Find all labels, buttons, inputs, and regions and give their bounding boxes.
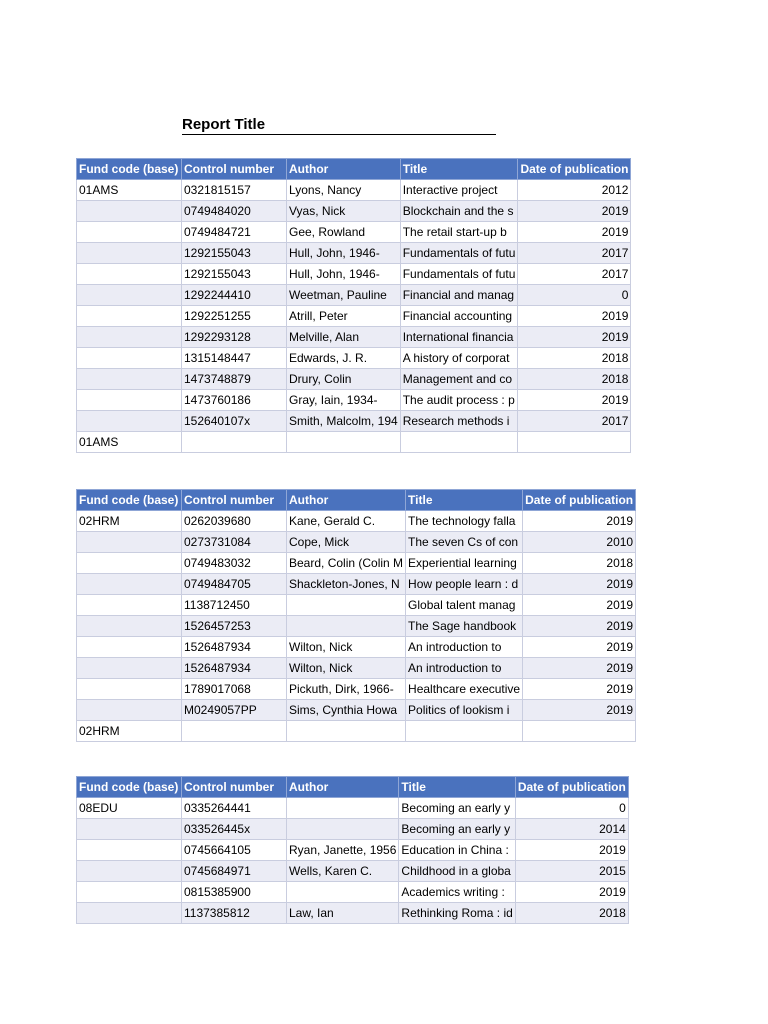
fund-code-cell [77, 840, 182, 861]
fund-code-cell [77, 222, 182, 243]
column-header-fund-code: Fund code (base) [77, 777, 182, 798]
author-cell: Melville, Alan [287, 327, 401, 348]
title-cell: Childhood in a globa [399, 861, 515, 882]
table-row [77, 511, 636, 532]
table-row [77, 201, 631, 222]
date-of-publication-cell: 0 [515, 798, 628, 819]
group-footer-cell [400, 432, 518, 453]
control-number-cell: 1292155043 [182, 264, 287, 285]
group-footer-cell [182, 721, 287, 742]
author-cell: Drury, Colin [287, 369, 401, 390]
group-footer-fund-code: 02HRM [77, 721, 182, 742]
date-of-publication-cell: 2019 [515, 882, 628, 903]
fund-code-cell [77, 903, 182, 924]
date-of-publication-cell: 2019 [518, 222, 631, 243]
column-header-control-number: Control number [182, 490, 287, 511]
title-cell: An introduction to [406, 658, 523, 679]
author-cell: Lyons, Nancy [287, 180, 401, 201]
title-cell: The retail start-up b [400, 222, 518, 243]
author-cell: Edwards, J. R. [287, 348, 401, 369]
date-of-publication-cell: 2019 [523, 595, 636, 616]
group-footer-cell [406, 721, 523, 742]
column-header-title: Title [406, 490, 523, 511]
control-number-cell: 0273731084 [182, 532, 287, 553]
table-row [77, 819, 629, 840]
title-cell: Financial and manag [400, 285, 518, 306]
fund-code-cell [77, 574, 182, 595]
header-row [77, 159, 631, 180]
fund-table-02hrm [76, 489, 636, 742]
fund-code-cell [77, 616, 182, 637]
date-of-publication-cell: 2019 [518, 327, 631, 348]
date-of-publication-cell: 2019 [523, 574, 636, 595]
fund-code-cell [77, 390, 182, 411]
date-of-publication-cell: 2018 [515, 903, 628, 924]
column-header-title: Title [399, 777, 515, 798]
author-cell: Shackleton-Jones, N [287, 574, 406, 595]
control-number-cell: 1526487934 [182, 637, 287, 658]
fund-code-cell [77, 637, 182, 658]
author-cell: Vyas, Nick [287, 201, 401, 222]
table-row [77, 903, 629, 924]
author-cell: Hull, John, 1946- [287, 264, 401, 285]
date-of-publication-cell: 2017 [518, 411, 631, 432]
title-cell: How people learn : d [406, 574, 523, 595]
column-header-control-number: Control number [182, 159, 287, 180]
title-cell: Blockchain and the s [400, 201, 518, 222]
column-header-author: Author [287, 159, 401, 180]
control-number-cell: 1315148447 [182, 348, 287, 369]
title-cell: Rethinking Roma : id [399, 903, 515, 924]
date-of-publication-cell: 2018 [518, 348, 631, 369]
table-row [77, 637, 636, 658]
fund-code-cell [77, 201, 182, 222]
date-of-publication-cell: 2019 [523, 616, 636, 637]
fund-code-cell [77, 658, 182, 679]
table-row [77, 264, 631, 285]
control-number-cell: M0249057PP [182, 700, 287, 721]
date-of-publication-cell: 2019 [518, 201, 631, 222]
fund-code-cell [77, 819, 182, 840]
table-row [77, 243, 631, 264]
control-number-cell: 0321815157 [182, 180, 287, 201]
title-cell: Fundamentals of futu [400, 243, 518, 264]
fund-code-cell [77, 306, 182, 327]
date-of-publication-cell: 2019 [523, 637, 636, 658]
author-cell [287, 819, 399, 840]
control-number-cell: 152640107x [182, 411, 287, 432]
table-row [77, 306, 631, 327]
column-header-fund-code: Fund code (base) [77, 159, 182, 180]
author-cell: Wilton, Nick [287, 637, 406, 658]
title-cell: The seven Cs of con [406, 532, 523, 553]
fund-code-cell [77, 285, 182, 306]
table-row [77, 348, 631, 369]
author-cell [287, 616, 406, 637]
title-cell: The technology falla [406, 511, 523, 532]
control-number-cell: 1137385812 [182, 903, 287, 924]
author-cell: Pickuth, Dirk, 1966- [287, 679, 406, 700]
title-cell: Experiential learning [406, 553, 523, 574]
author-cell: Beard, Colin (Colin M [287, 553, 406, 574]
fund-code-cell [77, 369, 182, 390]
fund-code-cell [77, 882, 182, 903]
control-number-cell: 1526487934 [182, 658, 287, 679]
author-cell: Hull, John, 1946- [287, 243, 401, 264]
title-cell: Politics of lookism i [406, 700, 523, 721]
date-of-publication-cell: 2012 [518, 180, 631, 201]
fund-code-cell [77, 861, 182, 882]
title-cell: International financia [400, 327, 518, 348]
date-of-publication-cell: 2019 [515, 840, 628, 861]
fund-table-08edu [76, 776, 629, 924]
author-cell: Ryan, Janette, 1956 [287, 840, 399, 861]
column-header-date-of-publication: Date of publication [518, 159, 631, 180]
group-footer-row [77, 721, 636, 742]
date-of-publication-cell: 2015 [515, 861, 628, 882]
author-cell: Weetman, Pauline [287, 285, 401, 306]
date-of-publication-cell: 2014 [515, 819, 628, 840]
title-cell: Healthcare executive [406, 679, 523, 700]
title-cell: Global talent manag [406, 595, 523, 616]
control-number-cell: 033526445x [182, 819, 287, 840]
fund-code-cell: 02HRM [77, 511, 182, 532]
header-row [77, 777, 629, 798]
date-of-publication-cell: 2017 [518, 243, 631, 264]
group-footer-cell [523, 721, 636, 742]
fund-code-cell [77, 595, 182, 616]
control-number-cell: 1292155043 [182, 243, 287, 264]
table-row [77, 798, 629, 819]
control-number-cell: 0749484721 [182, 222, 287, 243]
author-cell: Wilton, Nick [287, 658, 406, 679]
group-footer-cell [287, 432, 401, 453]
table-row [77, 679, 636, 700]
author-cell: Gray, Iain, 1934- [287, 390, 401, 411]
title-cell: Academics writing : [399, 882, 515, 903]
group-footer-cell [518, 432, 631, 453]
group-footer-cell [182, 432, 287, 453]
title-cell: Interactive project [400, 180, 518, 201]
control-number-cell: 1526457253 [182, 616, 287, 637]
column-header-author: Author [287, 777, 399, 798]
control-number-cell: 0262039680 [182, 511, 287, 532]
table-row [77, 532, 636, 553]
fund-code-cell [77, 411, 182, 432]
control-number-cell: 1292244410 [182, 285, 287, 306]
author-cell: Wells, Karen C. [287, 861, 399, 882]
table-row [77, 840, 629, 861]
title-cell: The Sage handbook [406, 616, 523, 637]
title-cell: Financial accounting [400, 306, 518, 327]
table-row [77, 861, 629, 882]
date-of-publication-cell: 2018 [518, 369, 631, 390]
column-header-author: Author [287, 490, 406, 511]
group-footer-cell [287, 721, 406, 742]
fund-code-cell: 08EDU [77, 798, 182, 819]
table-row [77, 222, 631, 243]
author-cell [287, 595, 406, 616]
date-of-publication-cell: 2019 [523, 658, 636, 679]
control-number-cell: 0745684971 [182, 861, 287, 882]
table-row [77, 411, 631, 432]
author-cell: Gee, Rowland [287, 222, 401, 243]
control-number-cell: 0815385900 [182, 882, 287, 903]
title-cell: Becoming an early y [399, 798, 515, 819]
fund-table-01ams [76, 158, 631, 453]
table-row [77, 369, 631, 390]
table-row [77, 553, 636, 574]
control-number-cell: 0749484705 [182, 574, 287, 595]
author-cell: Smith, Malcolm, 194 [287, 411, 401, 432]
fund-code-cell [77, 679, 182, 700]
table-row [77, 327, 631, 348]
column-header-control-number: Control number [182, 777, 287, 798]
author-cell: Law, Ian [287, 903, 399, 924]
fund-code-cell: 01AMS [77, 180, 182, 201]
date-of-publication-cell: 2019 [518, 390, 631, 411]
control-number-cell: 0335264441 [182, 798, 287, 819]
date-of-publication-cell: 2018 [523, 553, 636, 574]
column-header-title: Title [400, 159, 518, 180]
control-number-cell: 1138712450 [182, 595, 287, 616]
date-of-publication-cell: 2019 [523, 679, 636, 700]
fund-code-cell [77, 553, 182, 574]
fund-code-cell [77, 264, 182, 285]
control-number-cell: 1292293128 [182, 327, 287, 348]
title-cell: Becoming an early y [399, 819, 515, 840]
header-row [77, 490, 636, 511]
fund-code-cell [77, 700, 182, 721]
title-cell: An introduction to [406, 637, 523, 658]
title-cell: Research methods i [400, 411, 518, 432]
date-of-publication-cell: 2010 [523, 532, 636, 553]
title-cell: A history of corporat [400, 348, 518, 369]
table-row [77, 658, 636, 679]
table-row [77, 700, 636, 721]
fund-code-cell [77, 348, 182, 369]
date-of-publication-cell: 0 [518, 285, 631, 306]
fund-code-cell [77, 532, 182, 553]
title-cell: Fundamentals of futu [400, 264, 518, 285]
column-header-date-of-publication: Date of publication [515, 777, 628, 798]
author-cell [287, 798, 399, 819]
control-number-cell: 0749484020 [182, 201, 287, 222]
title-cell: Education in China : [399, 840, 515, 861]
author-cell [287, 882, 399, 903]
control-number-cell: 1789017068 [182, 679, 287, 700]
date-of-publication-cell: 2017 [518, 264, 631, 285]
author-cell: Kane, Gerald C. [287, 511, 406, 532]
report-title: Report Title [182, 116, 496, 135]
fund-code-cell [77, 327, 182, 348]
table-row [77, 390, 631, 411]
table-row [77, 285, 631, 306]
date-of-publication-cell: 2019 [523, 700, 636, 721]
control-number-cell: 0749483032 [182, 553, 287, 574]
author-cell: Atrill, Peter [287, 306, 401, 327]
control-number-cell: 1292251255 [182, 306, 287, 327]
column-header-date-of-publication: Date of publication [523, 490, 636, 511]
table-row [77, 180, 631, 201]
control-number-cell: 1473748879 [182, 369, 287, 390]
date-of-publication-cell: 2019 [523, 511, 636, 532]
table-row [77, 595, 636, 616]
fund-code-cell [77, 243, 182, 264]
table-row [77, 882, 629, 903]
date-of-publication-cell: 2019 [518, 306, 631, 327]
table-row [77, 616, 636, 637]
author-cell: Sims, Cynthia Howa [287, 700, 406, 721]
column-header-fund-code: Fund code (base) [77, 490, 182, 511]
title-cell: Management and co [400, 369, 518, 390]
table-row [77, 574, 636, 595]
author-cell: Cope, Mick [287, 532, 406, 553]
group-footer-row [77, 432, 631, 453]
control-number-cell: 0745664105 [182, 840, 287, 861]
title-cell: The audit process : p [400, 390, 518, 411]
group-footer-fund-code: 01AMS [77, 432, 182, 453]
control-number-cell: 1473760186 [182, 390, 287, 411]
